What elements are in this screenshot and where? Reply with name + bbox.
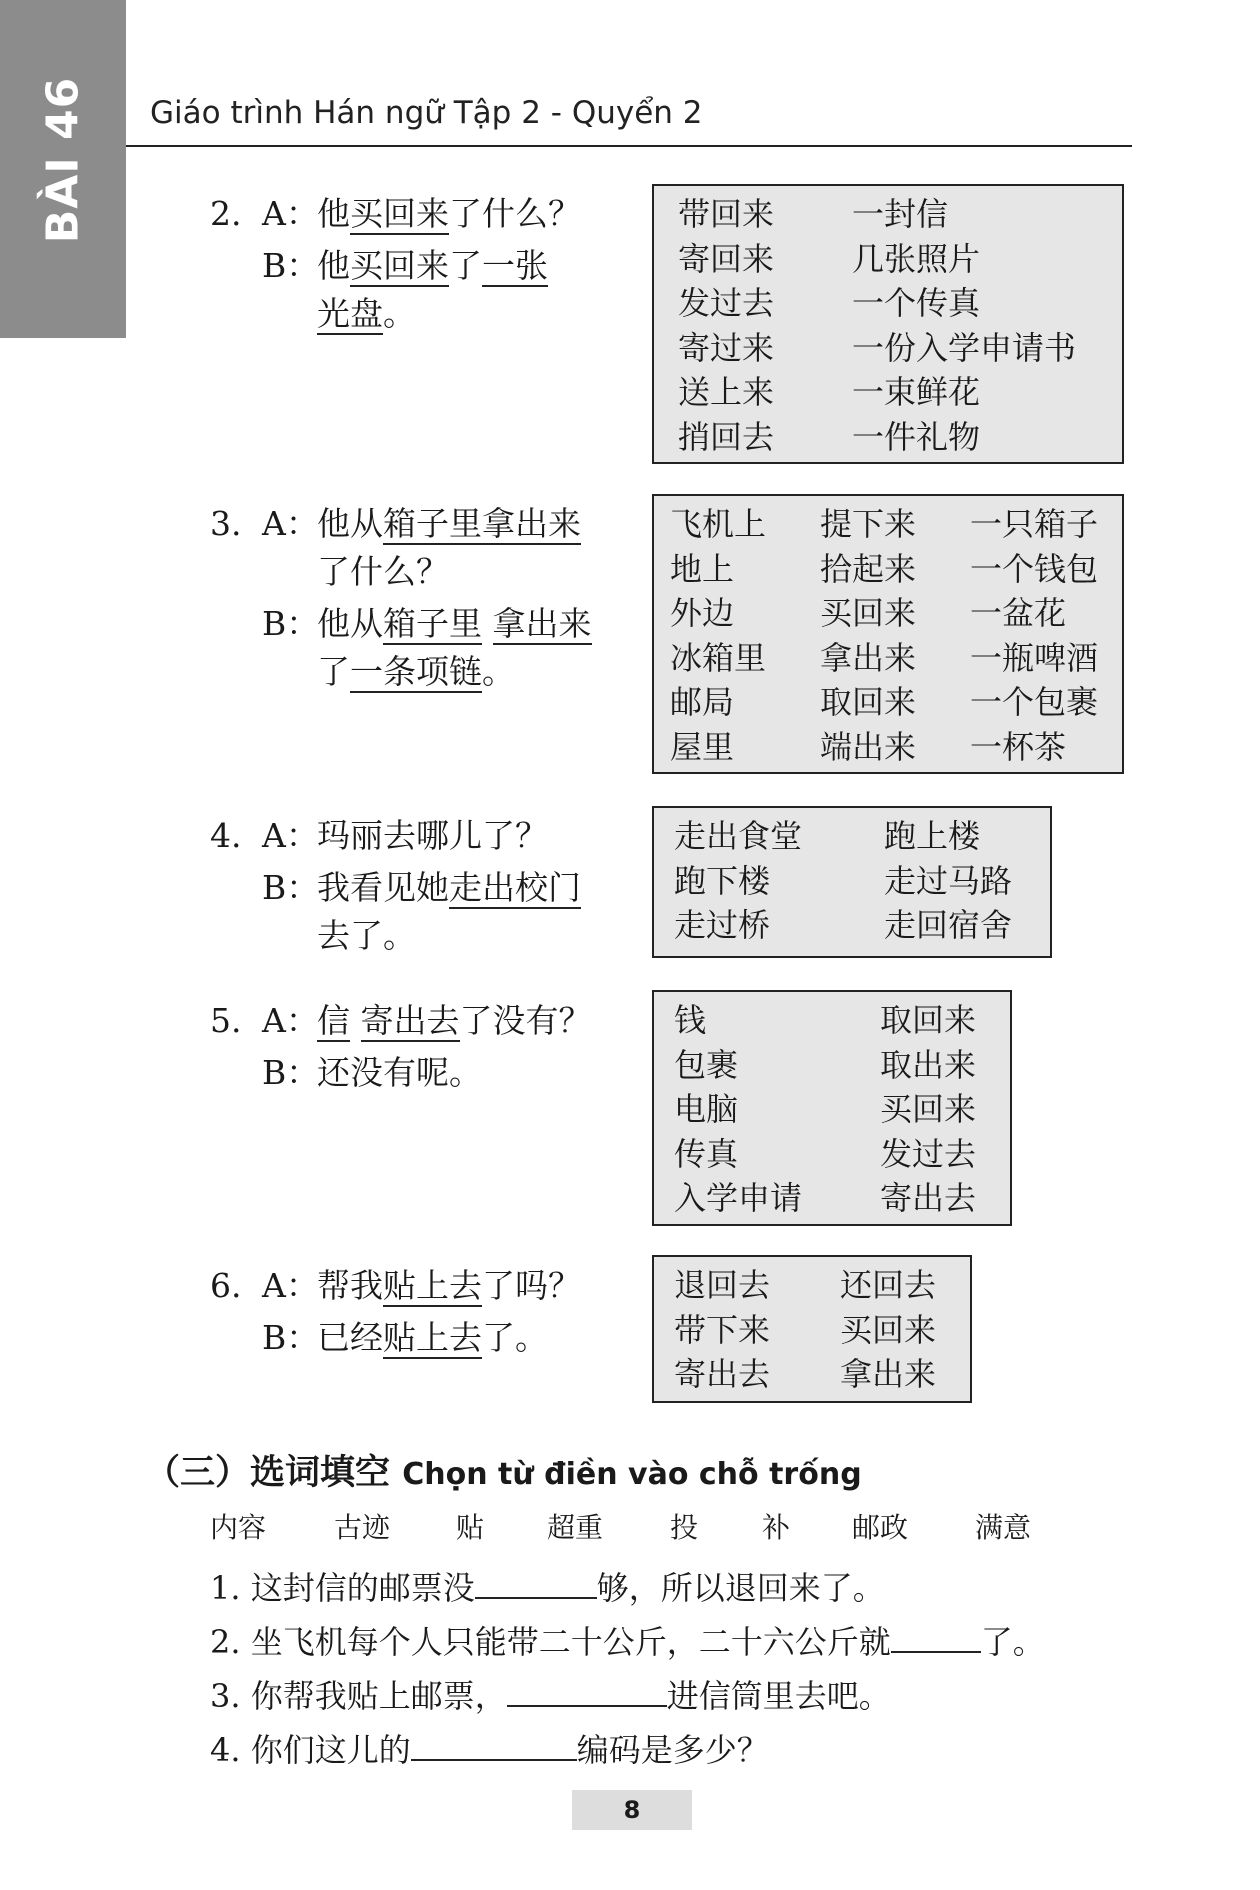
fill-sentence-2: 2. 坐飞机每个人只能带二十公斤，二十六公斤就 了。 [210, 1618, 1045, 1666]
word-bank-item: 满意 [975, 1511, 1032, 1544]
speaker-b: B： [262, 246, 320, 285]
lesson-tab-label: BÀI 46 [37, 76, 89, 244]
fill-sentence-4: 4. 你们这儿的 编码是多少？ [210, 1726, 769, 1774]
answer-line: 已经贴上去了。 [317, 1318, 548, 1357]
exercise-5: 5. A： 信 寄出去了没有？ B： 还没有呢。 [210, 997, 717, 1097]
answer-blank[interactable] [891, 1619, 981, 1653]
answer-blank[interactable] [475, 1565, 597, 1599]
substitution-box-4: 走出食堂 跑下楼 走过桥 跑上楼 走过马路 走回宿舍 [652, 806, 1052, 958]
question-line: 帮我贴上去了吗？ [317, 1266, 581, 1305]
word-bank-item: 投 [670, 1511, 699, 1544]
question-line-cont: 了什么？ [317, 552, 449, 591]
answer-line: 还没有呢。 [317, 1053, 482, 1092]
book-title: Giáo trình Hán ngữ Tập 2 - Quyển 2 [150, 95, 703, 131]
substitution-box-2: 带回来 寄回来 发过去 寄过来 送上来 捎回去 一封信 几张照片 一个传真 一份入学申请书 一束鲜花 一件礼物 [652, 184, 1124, 464]
fill-sentence-1: 1. 这封信的邮票没 够，所以退回来了。 [210, 1564, 885, 1612]
question-line: 玛丽去哪儿了？ [317, 816, 548, 855]
page-number: 8 [572, 1790, 692, 1830]
word-bank-item: 补 [762, 1511, 791, 1544]
exercise-2 [210, 190, 717, 338]
answer-line-cont: 光盘。 [317, 294, 416, 333]
question-line: 他从箱子里拿出来 [317, 504, 581, 543]
lesson-tab [0, 0, 126, 338]
answer-line: 他从箱子里 拿出来 [317, 604, 592, 643]
answer-line-cont: 去了。 [317, 916, 416, 955]
word-bank-item: 超重 [547, 1511, 604, 1544]
word-bank-item: 内容 [210, 1511, 267, 1544]
word-bank-item: 邮政 [852, 1511, 909, 1544]
fill-sentence-3: 3. 你帮我贴上邮票， 进信筒里去吧。 [210, 1672, 891, 1720]
word-bank-item: 古迹 [334, 1511, 391, 1544]
word-bank-item: 贴 [456, 1511, 485, 1544]
header-divider [126, 145, 1132, 147]
section-heading [145, 1445, 862, 1495]
answer-blank[interactable] [411, 1727, 577, 1761]
substitution-box-6: 退回去 带下来 寄出去 还回去 买回来 拿出来 [652, 1255, 972, 1403]
exercise-4: 4. A： 玛丽去哪儿了？ B： 我看见她走出校门 去了。 [210, 812, 717, 960]
substitution-box-3: 飞机上 地上 外边 冰箱里 邮局 屋里 提下来 拾起来 买回来 拿出来 取回来 端出来 一只箱子 一个钱包 一盆花 一瓶啤酒 一个包裹 一杯茶 [652, 494, 1124, 774]
speaker-a: A： [262, 194, 319, 233]
exercise-3: 3. A： 他从箱子里拿出来 了什么？ B： 他从箱子里 拿出来 了一条项链。 [210, 500, 717, 696]
answer-line-cont: 了一条项链。 [317, 652, 515, 691]
question-line: 他买回来了什么？ [317, 194, 581, 233]
section-title-chinese: （三）选词填空 [145, 1452, 391, 1493]
question-line: 信 寄出去了没有？ [317, 1001, 592, 1040]
substitution-box-5: 钱 包裹 电脑 传真 入学申请 取回来 取出来 买回来 发过去 寄出去 [652, 990, 1012, 1226]
answer-line: 我看见她走出校门 [317, 868, 581, 907]
section-title-vietnamese: Chọn từ điền vào chỗ trống [402, 1457, 862, 1492]
exercise-number: 2. [210, 194, 242, 233]
exercise-6: 6. A： 帮我贴上去了吗？ B： 已经贴上去了。 [210, 1262, 717, 1362]
answer-line: 他买回来了一张 [317, 246, 548, 285]
answer-blank[interactable] [507, 1673, 667, 1707]
